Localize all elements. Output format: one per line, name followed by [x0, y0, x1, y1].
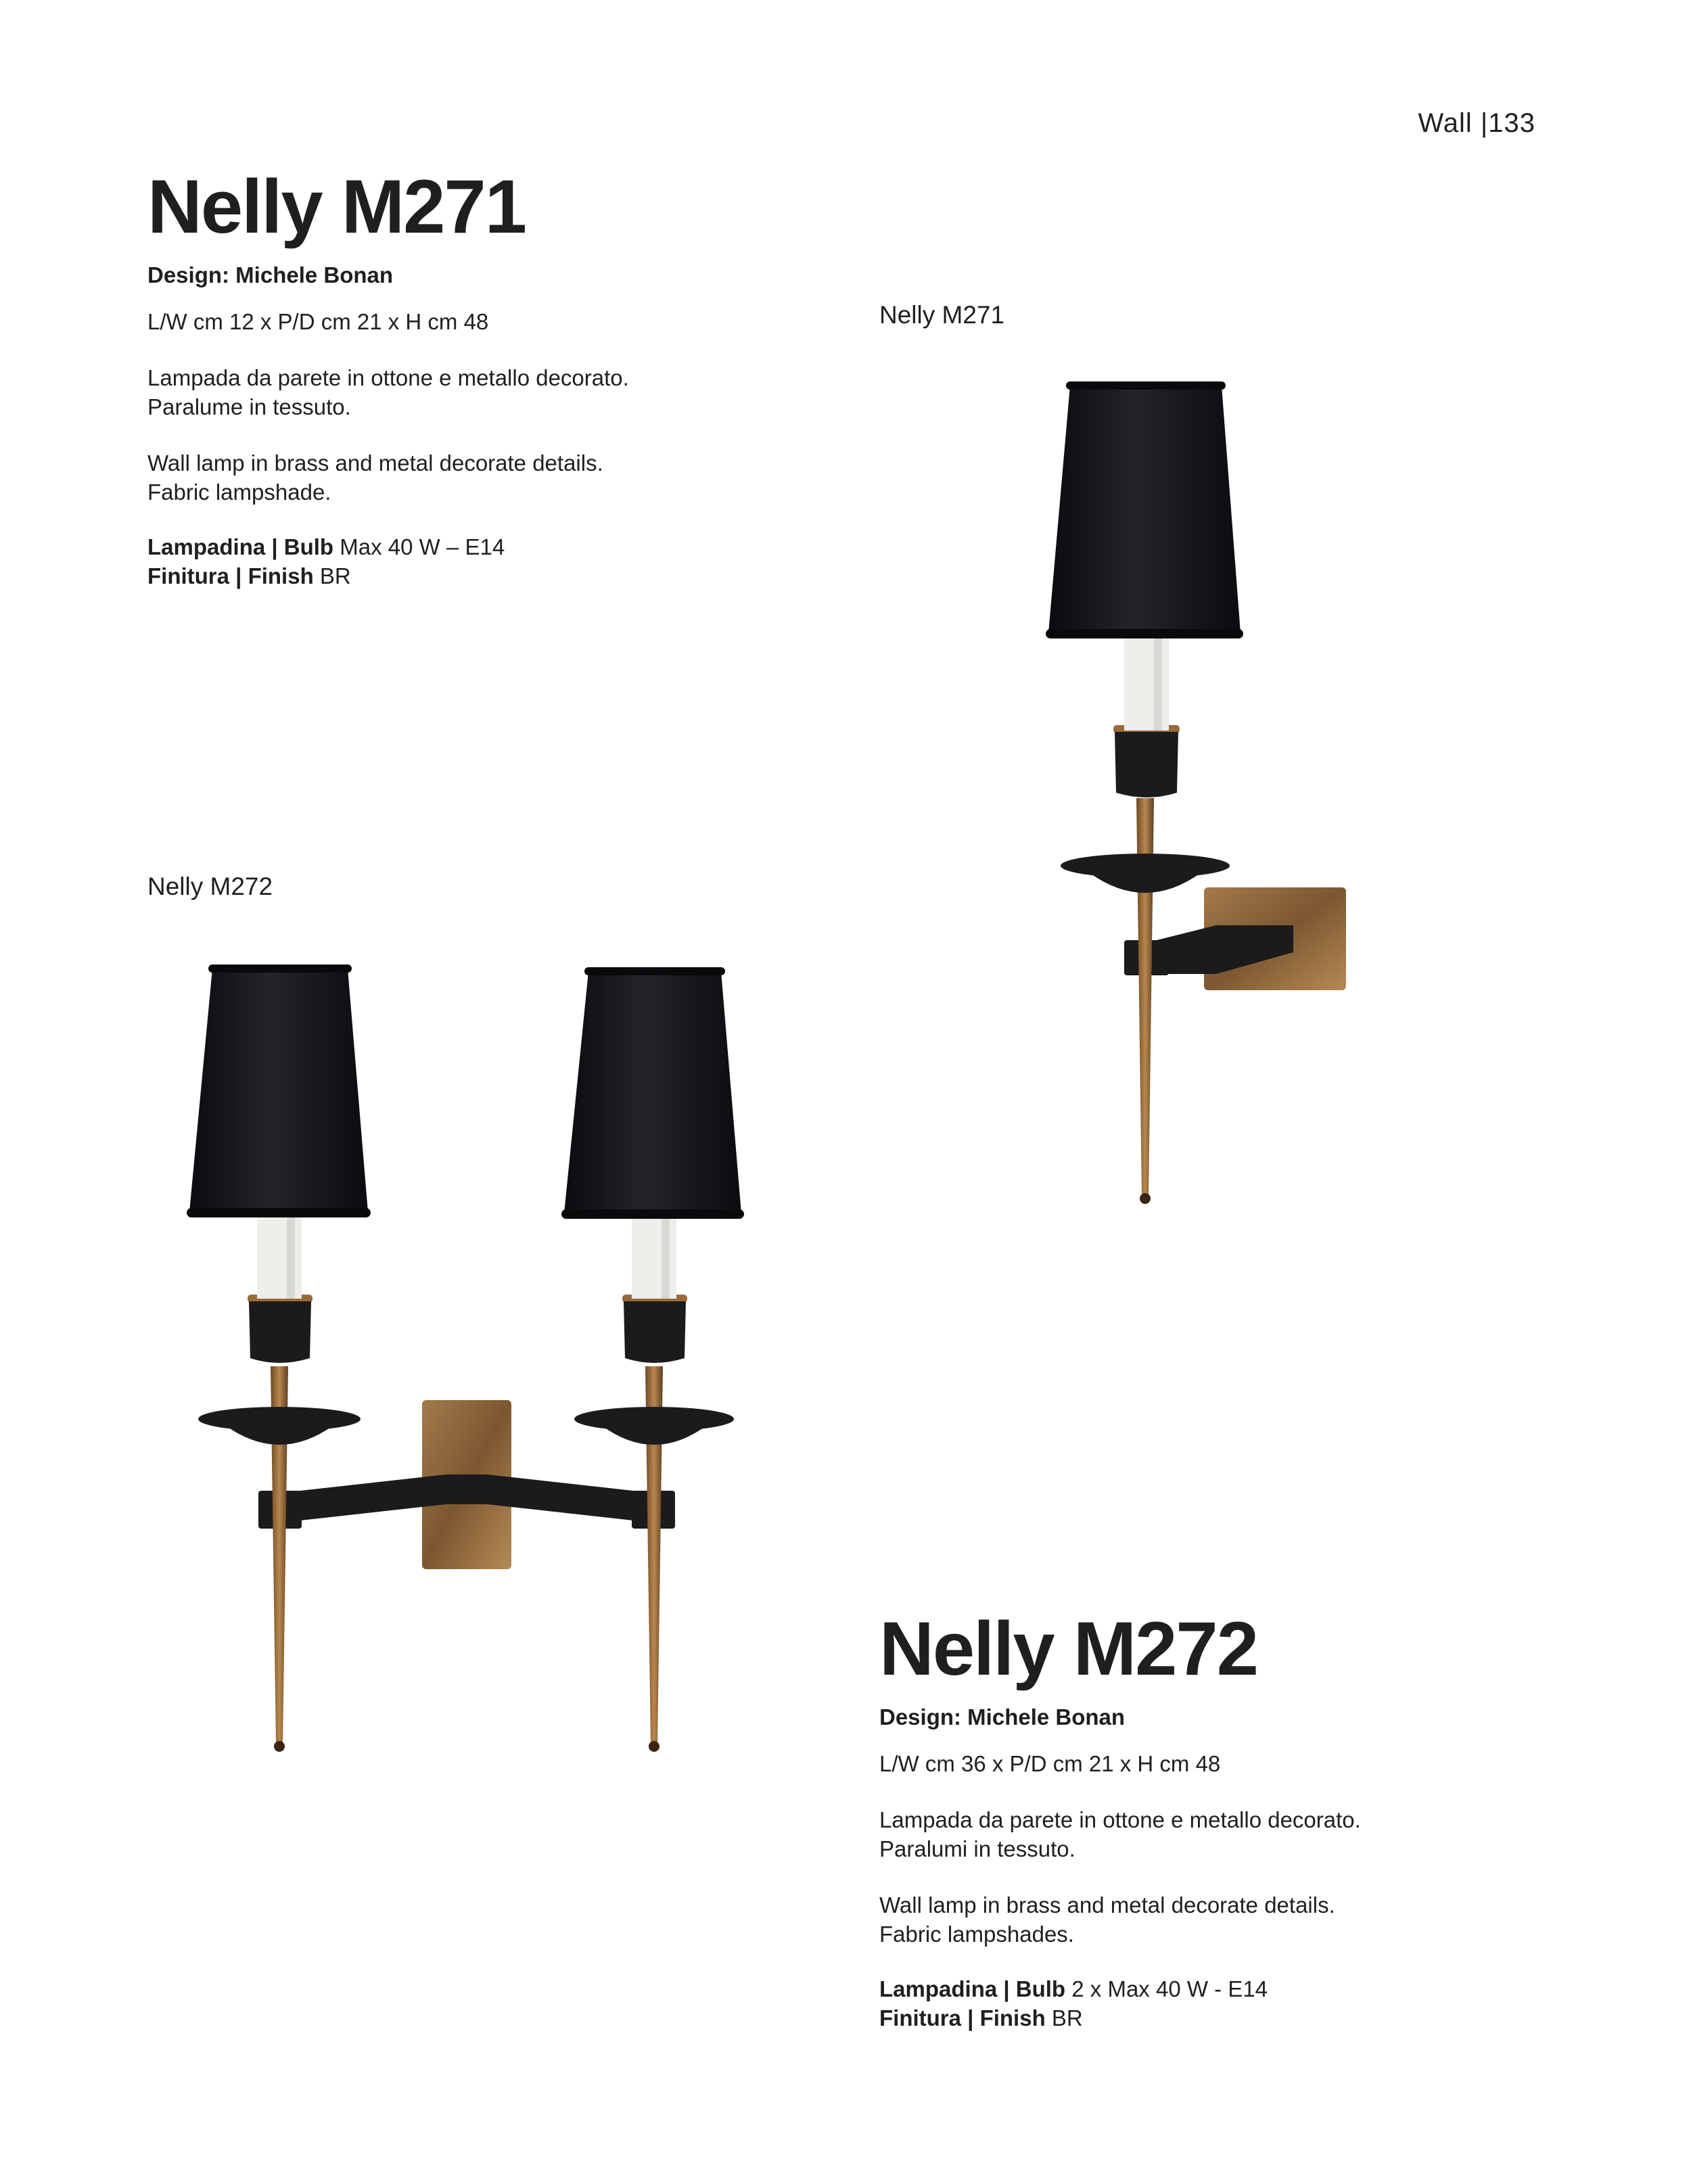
- finish-value: BR: [319, 563, 351, 588]
- description-line: Fabric lampshades.: [879, 1922, 1074, 1947]
- candle-shadow: [1154, 629, 1162, 730]
- shade-top-trim: [208, 965, 352, 973]
- left-arm: [187, 965, 371, 1752]
- lamp-photo-m271: [1035, 379, 1360, 1211]
- lampshade: [1048, 386, 1241, 633]
- bulb-spec: [879, 1974, 1522, 2003]
- shade-bottom-trim: [187, 1208, 371, 1217]
- candle-cup: [249, 1301, 311, 1363]
- bulb-value: Max 40 W – E14: [340, 534, 505, 559]
- candle-sleeve: [1124, 629, 1169, 730]
- product-title: Nelly M272: [879, 1606, 1257, 1691]
- designer-credit: Design: Michele Bonan: [147, 262, 394, 287]
- lampshade: [189, 969, 368, 1212]
- description-line: Wall lamp in brass and metal decorate details.: [879, 1892, 1335, 1918]
- finish-spec: [879, 2003, 1522, 2032]
- shade-bottom-trim: [561, 1209, 744, 1219]
- product-m271-info: [147, 164, 756, 590]
- shade-top-trim: [1066, 381, 1226, 390]
- bulb-value: 2 x Max 40 W - E14: [1071, 1976, 1268, 2001]
- drip-pan-bowl: [226, 1426, 333, 1445]
- product-m272-info: [879, 1606, 1522, 2032]
- lamp-photo-m272: [176, 960, 785, 1772]
- drip-pan-bowl: [1089, 873, 1201, 893]
- shade-bottom-trim: [1046, 629, 1243, 638]
- page-number: Wall |133: [1418, 108, 1535, 138]
- description-line: Paralume in tessuto.: [147, 394, 351, 419]
- specs: [879, 1974, 1522, 2032]
- photo-caption-m271: Nelly M271: [879, 301, 1005, 329]
- description-english: [879, 1890, 1522, 1949]
- finish-label: Finitura | Finish: [879, 2005, 1046, 2030]
- bulb-label: Lampadina | Bulb: [147, 534, 334, 559]
- dimensions: L/W cm 36 x P/D cm 21 x H cm 48: [879, 1751, 1221, 1776]
- drip-pan-bowl: [602, 1426, 706, 1445]
- bulb-label: Lampadina | Bulb: [879, 1976, 1066, 2001]
- finish-value: BR: [1051, 2005, 1083, 2030]
- product-title: Nelly M271: [147, 164, 526, 249]
- stem-finial: [649, 1741, 659, 1752]
- description-italian: [147, 363, 756, 421]
- finish-spec: [147, 561, 756, 590]
- candle-cup: [624, 1301, 686, 1363]
- stem-finial: [274, 1741, 285, 1752]
- lampshade: [564, 971, 741, 1213]
- shade-top-trim: [584, 967, 725, 975]
- description-line: Wall lamp in brass and metal decorate details.: [147, 450, 603, 475]
- photo-caption-m272: Nelly M272: [147, 873, 273, 900]
- finish-label: Finitura | Finish: [147, 563, 314, 588]
- description-italian: [879, 1805, 1522, 1863]
- description-line: Lampada da parete in ottone e metallo decorato.: [147, 365, 629, 390]
- description-english: [147, 448, 756, 507]
- description-line: Lampada da parete in ottone e metallo decorato.: [879, 1807, 1361, 1832]
- specs: [147, 532, 756, 590]
- stem-finial: [1140, 1193, 1151, 1204]
- description-line: Fabric lampshade.: [147, 480, 331, 505]
- dimensions: L/W cm 12 x P/D cm 21 x H cm 48: [147, 309, 489, 334]
- bulb-spec: [147, 532, 756, 561]
- candle-cup: [1115, 732, 1178, 797]
- description-line: Paralumi in tessuto.: [879, 1836, 1075, 1861]
- designer-credit: Design: Michele Bonan: [879, 1704, 1126, 1729]
- right-arm: [561, 967, 744, 1752]
